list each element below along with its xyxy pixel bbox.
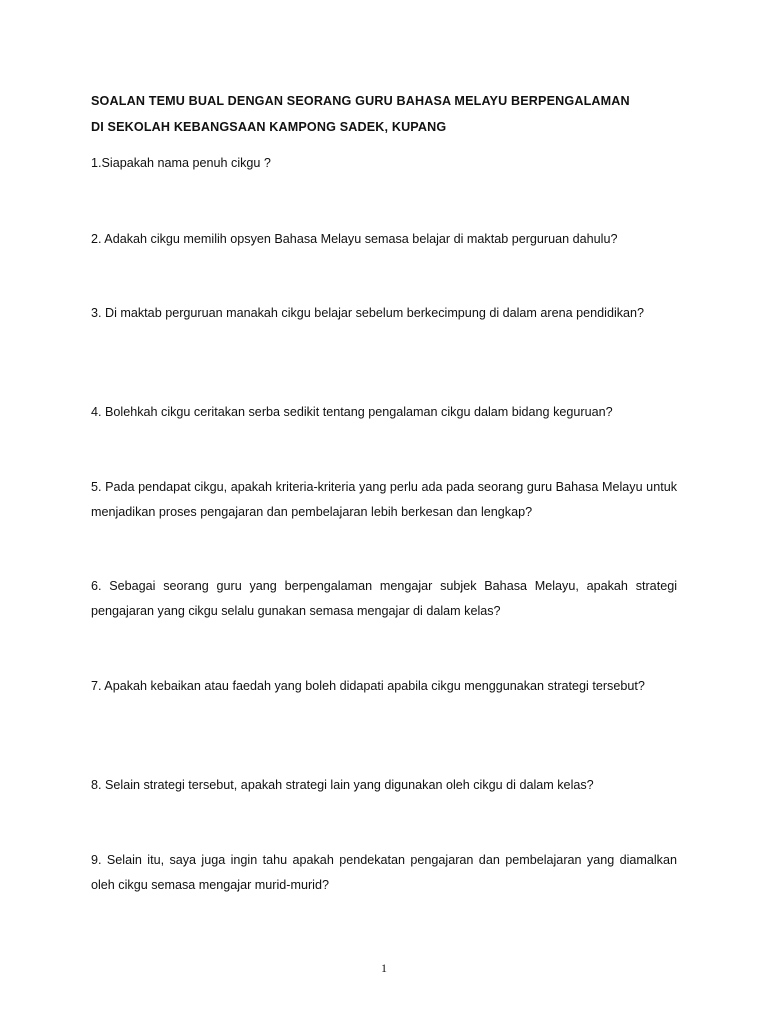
question-6: 6. Sebagai seorang guru yang berpengalaman mengajar subjek Bahasa Melayu, apakah strategi pengajaran yang cikgu selalu gunakan semasa mengajar di dalam kelas? [91,579,677,618]
question-1: 1.Siapakah nama penuh cikgu ? [91,156,271,170]
question-7: 7. Apakah kebaikan atau faedah yang boleh didapati apabila cikgu menggunakan strategi tersebut? [91,679,645,693]
page-number: 1 [381,961,387,975]
question-3: 3. Di maktab perguruan manakah cikgu belajar sebelum berkecimpung di dalam arena pendidikan? [91,306,645,320]
question-2: 2. Adakah cikgu memilih opsyen Bahasa Melayu semasa belajar di maktab perguruan dahulu? [91,232,618,246]
question-9: 9. Selain itu, saya juga ingin tahu apakah pendekatan pengajaran dan pembelajaran yang diamalkan oleh cikgu semasa mengajar murid-murid? [91,853,677,892]
document-title-line-2: DI SEKOLAH KEBANGSAAN KAMPONG SADEK, KUPANG [91,120,447,134]
question-4: 4. Bolehkah cikgu ceritakan serba sedikit tentang pengalaman cikgu dalam bidang keguruan? [91,405,613,419]
question-8: 8. Selain strategi tersebut, apakah strategi lain yang digunakan oleh cikgu di dalam kelas? [91,778,594,792]
question-5: 5. Pada pendapat cikgu, apakah kriteria-kriteria yang perlu ada pada seorang guru Bahasa Melayu untuk menjadikan proses pengajaran dan pembelajaran lebih berkesan dan lengkap? [91,480,677,519]
document-title-line-1: SOALAN TEMU BUAL DENGAN SEORANG GURU BAHASA MELAYU BERPENGALAMAN [91,94,630,108]
